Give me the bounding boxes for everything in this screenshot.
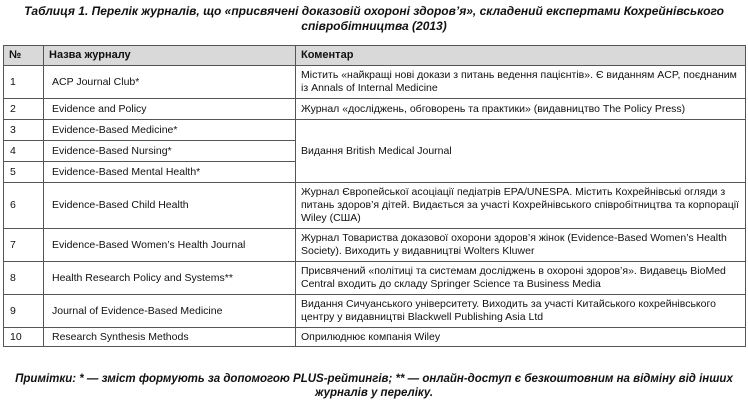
journal-name: Evidence-Based Child Health xyxy=(44,183,296,229)
table-row xyxy=(4,328,746,347)
journal-name: ACP Journal Club* xyxy=(44,66,296,99)
table-caption: Таблиця 1. Перелік журналів, що «присвячені доказовій охороні здоров’я», складений експертами Кохрейнівського співробітництва (2013) xyxy=(24,4,724,33)
table-row xyxy=(4,120,746,141)
table-row xyxy=(4,295,746,328)
row-number: 6 xyxy=(4,183,44,229)
row-number: 2 xyxy=(4,99,44,120)
table-footnote: Примітки: * — зміст формують за допомогою PLUS-рейтингів; ** — онлайн-доступ є безкоштовним на відміну від інших журналів у переліку. xyxy=(15,373,733,399)
table-header-row xyxy=(4,46,746,66)
table-row xyxy=(4,99,746,120)
row-number: 1 xyxy=(4,66,44,99)
row-number: 4 xyxy=(4,141,44,162)
row-number: 3 xyxy=(4,120,44,141)
journal-name: Evidence and Policy xyxy=(44,99,296,120)
journal-name: Evidence-Based Medicine* xyxy=(44,120,296,141)
journal-name: Research Synthesis Methods xyxy=(44,328,296,347)
header-journal-name: Назва журналу xyxy=(44,46,296,66)
row-number: 8 xyxy=(4,262,44,295)
journals-table xyxy=(3,45,746,347)
journal-comment: Журнал Товариства доказової охорони здоров’я жінок (Evidence-Based Women’s Health Society). Виходить у видавництві Wolters Kluwer xyxy=(296,229,746,262)
table-row xyxy=(4,183,746,229)
journal-comment: Містить «найкращі нові докази з питань ведення пацієнтів». Є виданням ACP, поєднаним із Annals of Internal Medicine xyxy=(296,66,746,99)
journal-name: Journal of Evidence-Based Medicine xyxy=(44,295,296,328)
journal-comment: Журнал «досліджень, обговорень та практики» (видавництво The Policy Press) xyxy=(296,99,746,120)
journal-name: Health Research Policy and Systems** xyxy=(44,262,296,295)
row-number: 9 xyxy=(4,295,44,328)
journal-comment: Журнал Європейської асоціації педіатрів EPA/UNESPA. Містить Кохрейнівські огляди з питань здоров’я дітей. Видається за участі Кохрейнівського співробітництва та корпорації Wiley (США) xyxy=(296,183,746,229)
row-number: 10 xyxy=(4,328,44,347)
table-row xyxy=(4,262,746,295)
journal-name: Evidence-Based Women’s Health Journal xyxy=(44,229,296,262)
journal-comment: Видання Сичуанського університету. Виходить за участі Китайського кохрейнівського центру у видавництві Blackwell Publishing Asia Ltd xyxy=(296,295,746,328)
header-comment: Коментар xyxy=(296,46,746,66)
journal-name: Evidence-Based Mental Health* xyxy=(44,162,296,183)
journal-comment: Оприлюднює компанія Wiley xyxy=(296,328,746,347)
journal-name: Evidence-Based Nursing* xyxy=(44,141,296,162)
table-row xyxy=(4,229,746,262)
header-number: № xyxy=(4,46,44,66)
row-number: 7 xyxy=(4,229,44,262)
table-row xyxy=(4,66,746,99)
journal-comment: Видання British Medical Journal xyxy=(296,120,746,183)
row-number: 5 xyxy=(4,162,44,183)
journal-comment: Присвячений «політиці та системам досліджень в охороні здоров’я». Видавець BioMed Central входить до складу Springer Science та Business Media xyxy=(296,262,746,295)
